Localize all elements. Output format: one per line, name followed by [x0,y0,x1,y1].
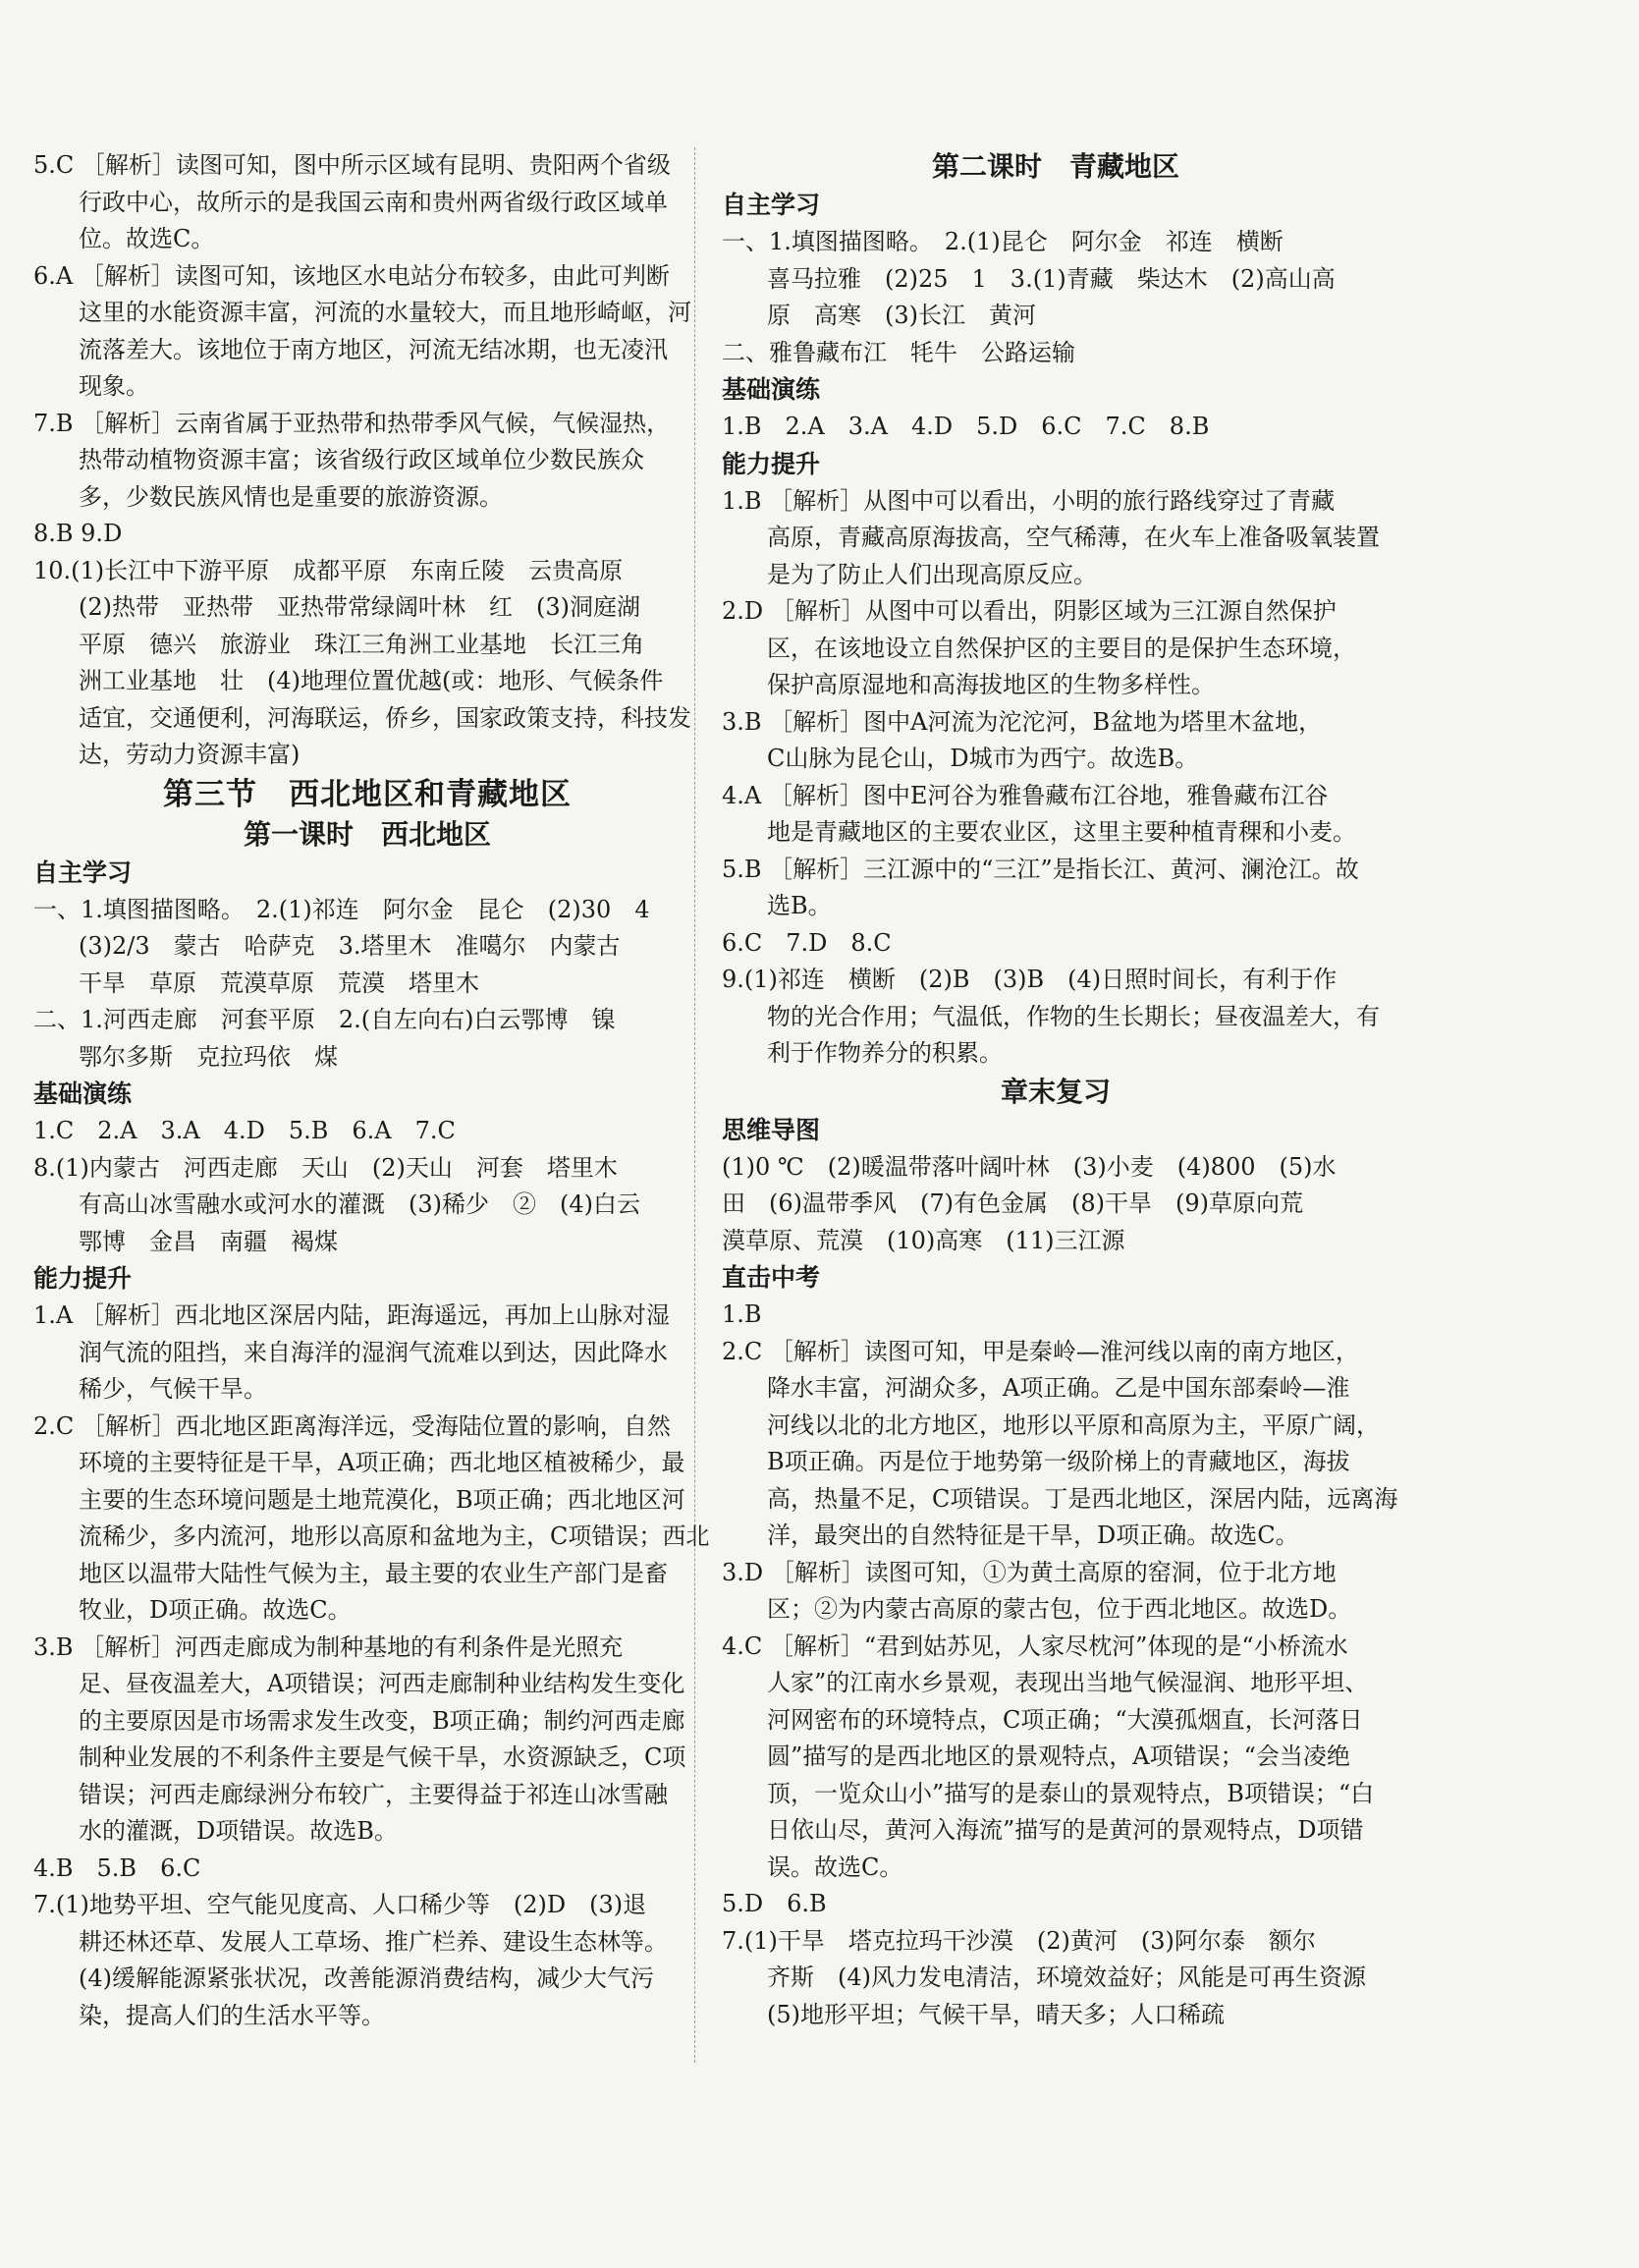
answer-line: 多，少数民族风情也是重要的旅游资源。 [79,482,503,511]
answer-line: 4.C ［解析］“君到姑苏见，人家尽枕河”体现的是“小桥流水 [722,1632,1348,1660]
mindmap-heading: 思维导图 [722,1115,821,1144]
answer-line: 8.B 9.D [33,520,123,547]
answer-line: 3.B ［解析］图中A河流为沱沱河，B盆地为塔里木盆地， [722,707,1323,736]
answer-line: 鄂尔多斯 克拉玛依 煤 [79,1042,338,1071]
nengli-heading: 能力提升 [33,1264,133,1293]
answer-line: 人家”的江南水乡景观，表现出当地气候湿润、地形平坦、 [767,1669,1369,1696]
answer-line: 鄂博 金昌 南疆 褐煤 [79,1227,338,1255]
answer-line: 3.D ［解析］读图可知，①为黄土高原的窑洞，位于北方地 [722,1558,1337,1586]
answer-line: 润气流的阻挡，来自海洋的湿润气流难以到达，因此降水 [79,1338,668,1366]
answer-line: 7.B ［解析］云南省属于亚热带和热带季风气候，气候湿热， [33,409,671,437]
answer-line: 2.C ［解析］读图可知，甲是秦岭—淮河线以南的南方地区， [722,1337,1359,1365]
answer-line: 1.B [722,1300,762,1328]
answer-line: 稀少，气候干旱。 [79,1375,267,1403]
answer-line: 田 (6)温带季风 (7)有色金属 (8)干旱 (9)草原向荒 [722,1189,1303,1217]
answer-line: 区；②为内蒙古高原的蒙古包，位于西北地区。故选D。 [767,1595,1352,1623]
answer-line: 达，劳动力资源丰富) [79,741,300,768]
answer-line: 顶，一览众山小”描写的是泰山的景观特点，B项错误；“白 [767,1779,1375,1807]
answer-line: 热带动植物资源丰富；该省级行政区域单位少数民族众 [79,446,644,473]
answer-line: 区，在该地设立自然保护区的主要目的是保护生态环境， [767,634,1356,662]
answer-line: 选B。 [767,892,832,919]
answer-line: 4.A ［解析］图中E河谷为雅鲁藏布江谷地，雅鲁藏布江谷 [722,781,1329,809]
answer-line: (5)地形平坦；气候干旱，晴天多；人口稀疏 [767,2000,1225,2028]
answer-line: (1)0 ℃ (2)暖温带落叶阔叶林 (3)小麦 (4)800 (5)水 [722,1152,1337,1181]
right-column [722,147,1398,2033]
answer-line: 是为了防止人们出现高原反应。 [767,560,1097,588]
answer-line: 二、雅鲁藏布江 牦牛 公路运输 [722,338,1075,366]
answer-line: C山脉为昆仑山，D城市为西宁。故选B。 [767,745,1199,772]
answer-line: 6.A ［解析］读图可知，该地区水电站分布较多，由此可判断 [33,261,670,290]
answer-line: 平原 德兴 旅游业 珠江三角洲工业基地 长江三角 [79,630,644,658]
answer-line: 5.C ［解析］读图可知，图中所示区域有昆明、贵阳两个省级 [33,151,671,179]
answer-line: 2.D ［解析］从图中可以看出，阴影区域为三江源自然保护 [722,597,1337,625]
answer-line: 耕还林还草、发展人工草场、推广栏养、建设生态林等。 [79,1927,668,1956]
section-title: 第三节 西北地区和青藏地区 [163,776,572,812]
answer-line: 1.C 2.A 3.A 4.D 5.B 6.A 7.C [33,1117,456,1144]
answer-line: B项正确。丙是位于地势第一级阶梯上的青藏地区，海拔 [767,1448,1350,1475]
answer-line: 误。故选C。 [767,1853,903,1881]
answer-line: 8.(1)内蒙古 河西走廊 天山 (2)天山 河套 塔里木 [33,1153,618,1182]
answer-line: 1.B 2.A 3.A 4.D 5.D 6.C 7.C 8.B [722,413,1210,440]
answer-line: 流落差大。该地位于南方地区，河流无结冰期，也无凌汛 [79,335,668,363]
jichu-heading: 基础演练 [33,1079,133,1108]
answer-line: (3)2/3 蒙古 哈萨克 3.塔里木 准噶尔 内蒙古 [79,932,621,960]
answer-line: 4.B 5.B 6.C [33,1853,201,1882]
answer-line: 2.C ［解析］西北地区距离海洋远，受海陆位置的影响，自然 [33,1411,671,1440]
answer-line: 3.B ［解析］河西走廊成为制种基地的有利条件是光照充 [33,1632,624,1661]
answer-line: 物的光合作用；气温低，作物的生长期长；昼夜温差大，有 [767,1002,1380,1030]
answer-line: 9.(1)祁连 横断 (2)B (3)B (4)日照时间长，有利于作 [722,966,1338,993]
answer-line: 牧业，D项正确。故选C。 [79,1596,352,1624]
answer-line: 日依山尽，黄河入海流”描写的是黄河的景观特点，D项错 [767,1816,1364,1844]
answer-line: 洲工业基地 壮 (4)地理位置优越(或：地形、气候条件 [79,667,664,694]
answer-line: 制种业发展的不利条件主要是气候干旱，水资源缺乏，C项 [79,1743,686,1771]
answer-line: 原 高寒 (3)长江 黄河 [767,302,1036,329]
answer-line: 足、昼夜温差大，A项错误；河西走廊制种业结构发生变化 [79,1670,685,1697]
answer-line: 地是青藏地区的主要农业区，这里主要种植青稞和小麦。 [767,818,1356,846]
answer-line: 5.B ［解析］三江源中的“三江”是指长江、黄河、澜沧江。故 [722,855,1359,883]
answer-line: 保护高原湿地和高海拔地区的生物多样性。 [767,671,1215,698]
answer-line: 位。故选C。 [79,225,215,252]
exam-heading: 直击中考 [722,1263,821,1292]
answer-line: 洋，最突出的自然特征是干旱，D项正确。故选C。 [767,1521,1299,1549]
answer-line: 7.(1)干旱 塔克拉玛干沙漠 (2)黄河 (3)阿尔泰 额尔 [722,1926,1316,1955]
answer-line: 这里的水能资源丰富，河流的水量较大，而且地形崎岖，河 [79,299,691,326]
answer-line: 一、1.填图描图略。 2.(1)昆仑 阿尔金 祁连 横断 [722,228,1284,255]
answer-line: 的主要原因是市场需求发生改变，B项正确；制约河西走廊 [79,1706,685,1735]
answer-line: 二、1.河西走廊 河套平原 2.(自左向右)白云鄂博 镍 [33,1006,616,1033]
answer-line: 圆”描写的是西北地区的景观特点，A项错误；“会当凌绝 [767,1742,1350,1770]
answer-line: 7.(1)地势平坦、空气能见度高、人口稀少等 (2)D (3)退 [33,1891,647,1918]
answer-line: 1.A ［解析］西北地区深居内陆，距海遥远，再加上山脉对湿 [33,1301,670,1329]
answer-line: 染，提高人们的生活水平等。 [79,2001,385,2029]
answer-line: 6.C 7.D 8.C [722,928,892,957]
answer-line: 10.(1)长江中下游平原 成都平原 东南丘陵 云贵高原 [33,556,624,584]
answer-line: 现象。 [79,372,149,400]
answer-line: 5.D 6.B [722,1890,827,1917]
lesson-title: 第二课时 青藏地区 [931,150,1179,183]
left-column [33,147,710,2034]
answer-line: 水的灌溉，D项错误。故选B。 [79,1817,398,1845]
nengli-heading: 能力提升 [722,449,821,478]
answer-line: 主要的生态环境问题是土地荒漠化，B项正确；西北地区河 [79,1485,685,1514]
answer-line: (2)热带 亚热带 亚热带常绿阔叶林 红 (3)洞庭湖 [79,593,640,621]
answer-line: 地区以温带大陆性气候为主，最主要的农业生产部门是畜 [79,1559,668,1587]
answer-line: 漠草原、荒漠 (10)高寒 (11)三江源 [722,1226,1125,1254]
answer-line: 行政中心，故所示的是我国云南和贵州两省级行政区域单 [79,188,668,216]
answer-line: 环境的主要特征是干旱，A项正确；西北地区植被稀少，最 [79,1449,685,1476]
answer-line: 高原，青藏高原海拔高，空气稀薄，在火车上准备吸氧装置 [767,524,1380,551]
answer-line: (4)缓解能源紧张状况，改善能源消费结构，减少大气污 [79,1964,654,1992]
review-title: 章末复习 [1000,1075,1111,1108]
lesson-title: 第一课时 西北地区 [243,817,491,851]
answer-line: 降水丰富，河湖众多，A项正确。乙是中国东部秦岭—淮 [767,1374,1350,1402]
answer-line: 适宜，交通便利，河海联运，侨乡，国家政策支持，科技发 [79,703,691,732]
answer-line: 齐斯 (4)风力发电清洁，环境效益好；风能是可再生资源 [767,1964,1366,1991]
zizhu-heading: 自主学习 [722,191,821,219]
answer-line: 河网密布的环境特点，C项正确；“大漠孤烟直，长河落日 [767,1705,1363,1734]
answer-line: 1.B ［解析］从图中可以看出，小明的旅行路线穿过了青藏 [722,486,1336,515]
answer-line: 有高山冰雪融水或河水的灌溉 (3)稀少 ② (4)白云 [79,1190,640,1218]
answer-line: 错误；河西走廊绿洲分布较广，主要得益于祁连山冰雪融 [79,1780,668,1808]
answer-line: 一、1.填图描图略。 2.(1)祁连 阿尔金 昆仑 (2)30 4 [33,895,650,923]
answer-line: 干旱 草原 荒漠草原 荒漠 塔里木 [79,968,479,997]
jichu-heading: 基础演练 [722,375,821,404]
answer-line: 流稀少，多内流河，地形以高原和盆地为主，C项错误；西北 [79,1522,710,1550]
zizhu-heading: 自主学习 [33,857,133,887]
answer-line: 河线以北的北方地区，地形以平原和高原为主，平原广阔， [767,1411,1380,1439]
answer-line: 喜马拉雅 (2)25 1 3.(1)青藏 柴达木 (2)高山高 [767,264,1336,293]
answer-line: 利于作物养分的积累。 [767,1039,1003,1067]
answer-line: 高，热量不足，C项错误。丁是西北地区，深居内陆，远离海 [767,1484,1398,1513]
